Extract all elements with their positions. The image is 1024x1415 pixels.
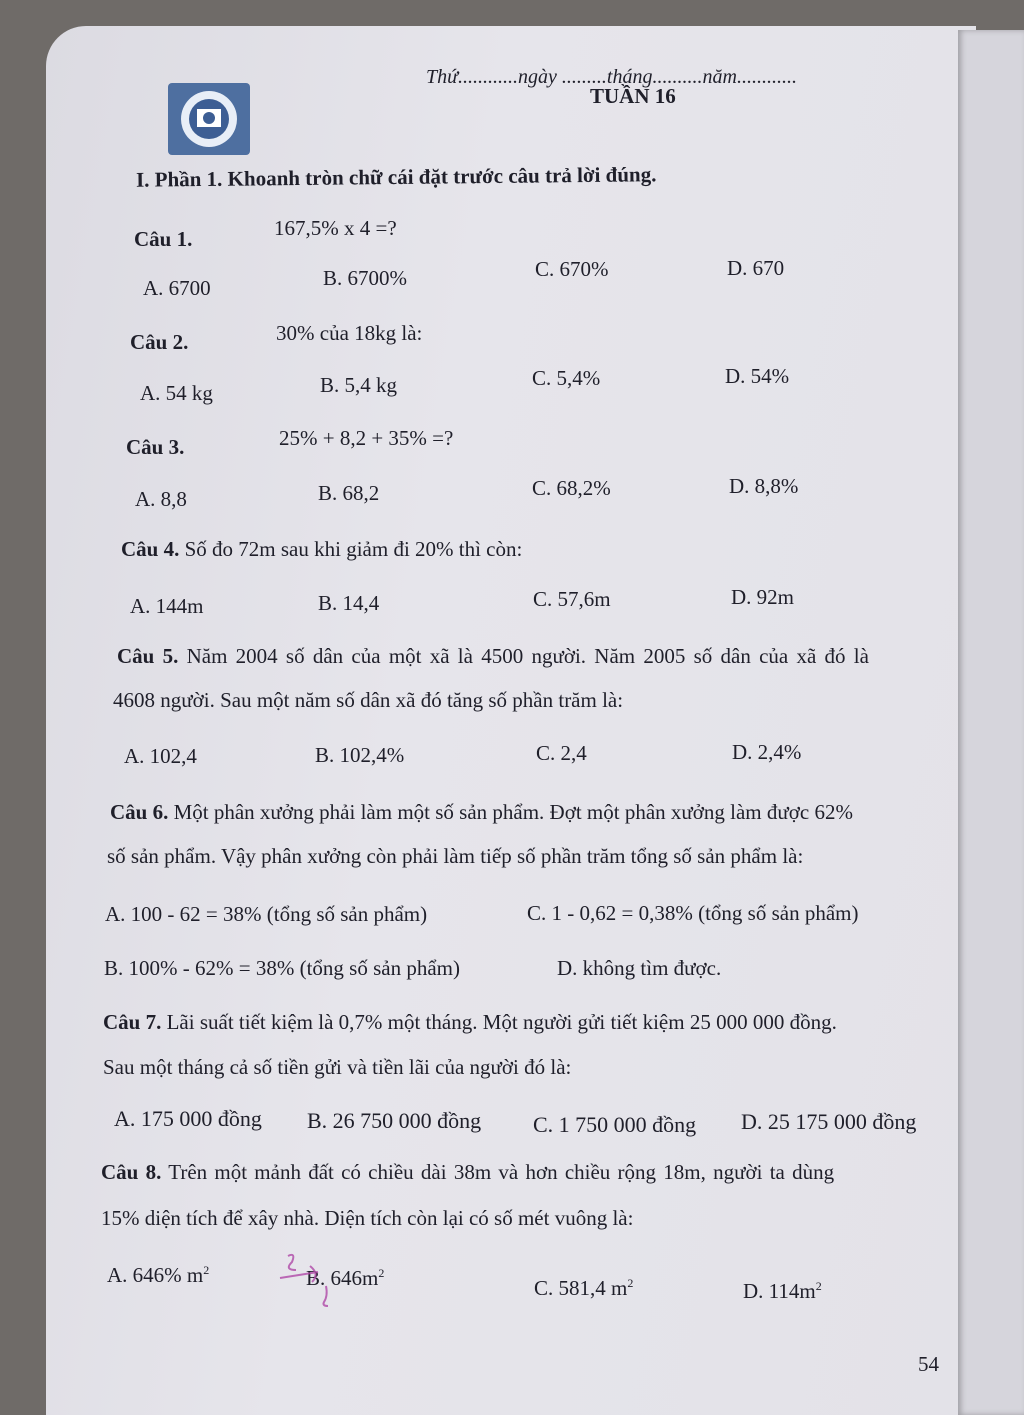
question-7-line2: Sau một tháng cả số tiền gửi và tiền lãi của người đó là: xyxy=(103,1055,572,1079)
q8-option-d xyxy=(743,1279,822,1304)
question-1-text: 167,5% x 4 =? xyxy=(274,216,397,240)
q5-option-b[interactable]: B. 102,4% xyxy=(315,743,405,767)
question-text: Số đo 72m sau khi giảm đi 20% thì còn: xyxy=(179,537,523,561)
q8-option-a xyxy=(107,1263,209,1288)
question-label: Câu 1. xyxy=(134,227,193,251)
thu-label: Thứ xyxy=(426,66,459,88)
date-dots: .......... xyxy=(652,66,703,88)
question-label: Câu 4. xyxy=(121,537,180,561)
question-6-line2: số sản phẩm. Vậy phân xưởng còn phải làm tiếp số phần trăm tổng số sản phẩm là: xyxy=(107,844,804,868)
q5-option-d[interactable]: D. 2,4% xyxy=(732,740,802,764)
q8-option-c-text[interactable]: C. 581,4 m xyxy=(534,1276,628,1300)
q2-option-a[interactable]: A. 54 kg xyxy=(140,381,213,405)
ngay-label: ngày xyxy=(518,66,557,88)
handwritten-scribble-icon xyxy=(270,1248,340,1318)
question-text: Năm 2004 số dân của một xã là 4500 người. Năm 2005 số dân của xã đó là xyxy=(178,644,869,668)
question-7-line1 xyxy=(103,1010,837,1035)
superscript: 2 xyxy=(203,1263,210,1277)
q2-option-c[interactable]: C. 5,4% xyxy=(532,366,601,390)
date-dots: ......... xyxy=(561,66,607,88)
q4-option-d[interactable]: D. 92m xyxy=(731,585,794,609)
q4-option-a[interactable]: A. 144m xyxy=(130,594,204,618)
q3-option-c[interactable]: C. 68,2% xyxy=(532,476,611,500)
question-5-line1 xyxy=(117,644,869,669)
q1-option-b[interactable]: B. 6700% xyxy=(323,266,407,290)
q8-option-b-text[interactable]: B. 646m xyxy=(306,1266,379,1290)
question-text: Một phân xưởng phải làm một số sản phẩm. Đợt một phân xưởng làm được 62% xyxy=(168,800,853,824)
thang-label: tháng xyxy=(606,66,653,88)
q2-option-d[interactable]: D. 54% xyxy=(725,364,790,388)
question-4 xyxy=(121,537,522,562)
q1-option-a[interactable]: A. 6700 xyxy=(143,276,211,300)
q3-option-d[interactable]: D. 8,8% xyxy=(729,474,799,498)
q7-option-d[interactable]: D. 25 175 000 đồng xyxy=(741,1109,917,1134)
q3-option-b[interactable]: B. 68,2 xyxy=(318,481,380,505)
question-label: Câu 3. xyxy=(126,435,185,459)
adjacent-page-edge xyxy=(958,30,1024,1415)
section-title: I. Phần 1. Khoanh tròn chữ cái đặt trước câu trả lời đúng. xyxy=(135,162,657,192)
school-emblem-icon xyxy=(168,83,250,155)
q6-option-c[interactable]: C. 1 - 0,62 = 0,38% (tổng số sản phẩm) xyxy=(527,901,859,925)
date-dots: ............ xyxy=(736,66,797,88)
question-1-label xyxy=(134,227,192,252)
q3-option-a[interactable]: A. 8,8 xyxy=(135,487,187,511)
q1-option-c[interactable]: C. 670% xyxy=(535,257,609,281)
question-6-line1 xyxy=(110,800,853,825)
q2-option-b[interactable]: B. 5,4 kg xyxy=(320,373,398,397)
question-2-label xyxy=(130,330,188,355)
question-label: Câu 5. xyxy=(117,644,179,668)
question-2-text: 30% của 18kg là: xyxy=(276,321,423,345)
q5-option-a[interactable]: A. 102,4 xyxy=(124,744,197,768)
q8-option-a-text[interactable]: A. 646% m xyxy=(107,1263,204,1287)
school-logo xyxy=(168,83,250,155)
question-label: Câu 6. xyxy=(110,800,169,824)
q4-option-b[interactable]: B. 14,4 xyxy=(318,591,380,615)
q1-option-d[interactable]: D. 670 xyxy=(727,256,785,280)
q7-option-c[interactable]: C. 1 750 000 đồng xyxy=(533,1112,697,1137)
q4-option-c[interactable]: C. 57,6m xyxy=(533,587,611,611)
nam-label: năm xyxy=(702,66,737,88)
q7-option-b[interactable]: B. 26 750 000 đồng xyxy=(307,1108,482,1133)
date-dots: ............ xyxy=(458,66,519,88)
page-number: 54 xyxy=(918,1352,939,1376)
question-label: Câu 8. xyxy=(101,1160,162,1184)
q8-option-d-text[interactable]: D. 114m xyxy=(743,1279,816,1303)
q6-option-d[interactable]: D. không tìm được. xyxy=(557,956,722,980)
question-8-line2: 15% diện tích để xây nhà. Diện tích còn lại có số mét vuông là: xyxy=(101,1206,634,1230)
question-3-label xyxy=(126,435,184,460)
question-5-line2: 4608 người. Sau một năm số dân xã đó tăng số phần trăm là: xyxy=(113,688,624,712)
q5-option-c[interactable]: C. 2,4 xyxy=(536,741,587,765)
q6-option-b[interactable]: B. 100% - 62% = 38% (tổng số sản phẩm) xyxy=(104,956,460,980)
q7-option-a[interactable]: A. 175 000 đồng xyxy=(114,1106,262,1131)
superscript: 2 xyxy=(627,1276,634,1290)
question-text: Trên một mảnh đất có chiều dài 38m và hơn chiều rộng 18m, người ta dùng xyxy=(161,1160,835,1184)
superscript: 2 xyxy=(378,1266,385,1280)
q6-option-a[interactable]: A. 100 - 62 = 38% (tổng số sản phẩm) xyxy=(105,902,428,926)
question-label: Câu 7. xyxy=(103,1010,162,1034)
question-text: Lãi suất tiết kiệm là 0,7% một tháng. Một người gửi tiết kiệm 25 000 000 đồng. xyxy=(161,1010,837,1034)
q8-option-c xyxy=(534,1276,633,1301)
superscript: 2 xyxy=(815,1279,822,1293)
week-title: TUẦN 16 xyxy=(590,84,676,108)
question-label: Câu 2. xyxy=(130,330,189,354)
question-3-text: 25% + 8,2 + 35% =? xyxy=(279,426,454,450)
question-8-line1 xyxy=(101,1160,834,1185)
